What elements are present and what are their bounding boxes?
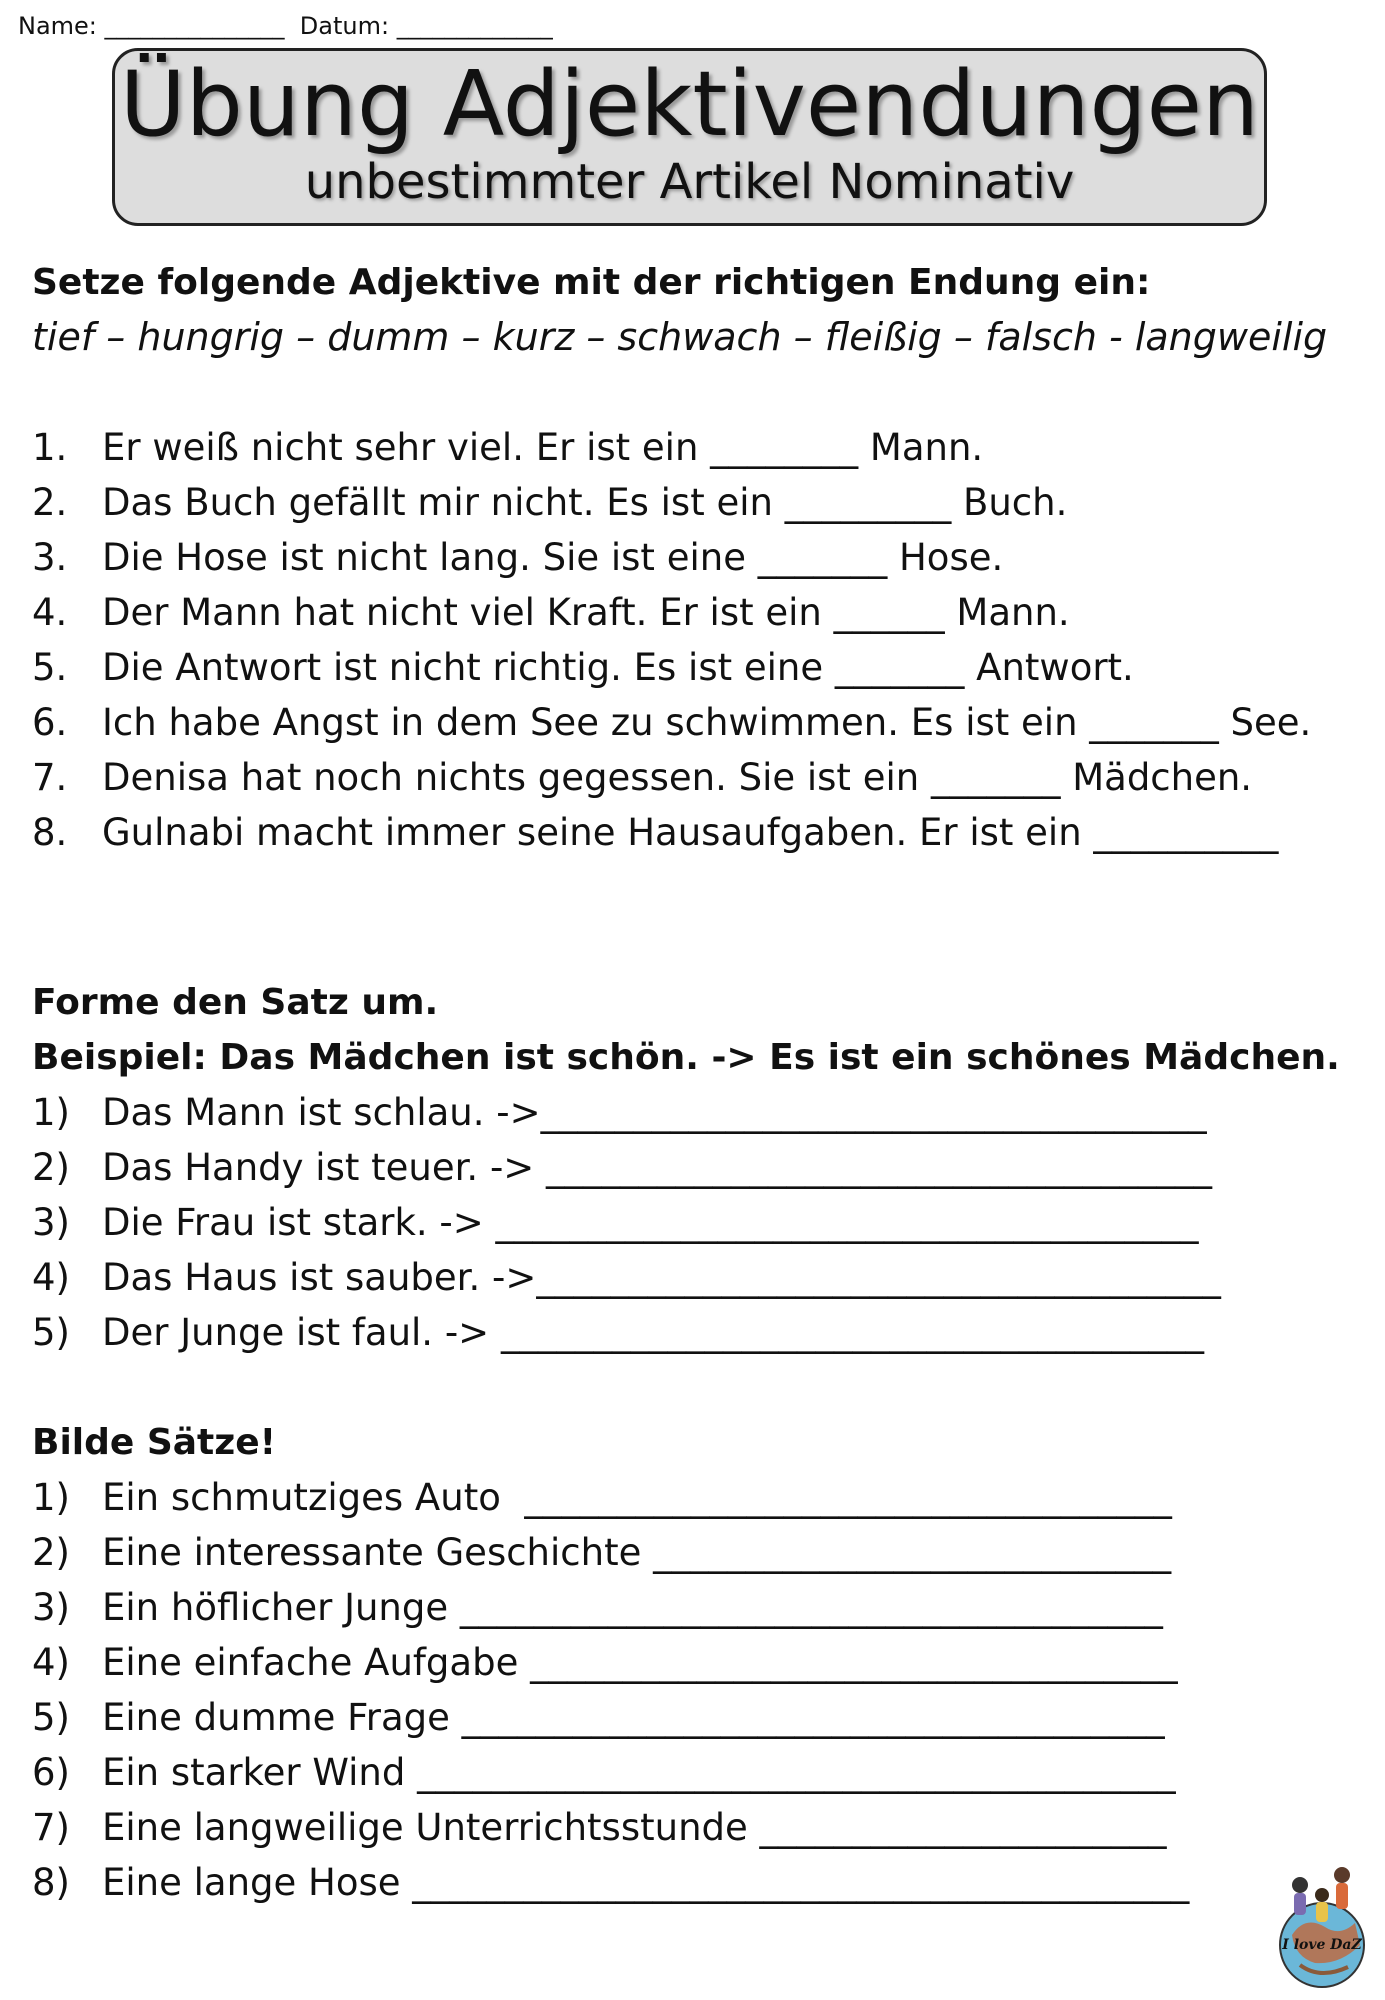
list-item[interactable]: 4. Der Mann hat nicht viel Kraft. Er ist ein ______ Mann.: [32, 591, 1070, 634]
page-subtitle: unbestimmter Artikel Nominativ: [304, 154, 1075, 210]
list-item[interactable]: 7) Eine langweilige Unterrichtsstunde ______________________: [32, 1806, 1167, 1849]
exercise-1-instruction: Setze folgende Adjektive mit der richtigen Endung ein:: [32, 262, 1151, 303]
list-item[interactable]: 5) Eine dumme Frage ______________________________________: [32, 1696, 1165, 1739]
title-box: [112, 48, 1267, 226]
name-field[interactable]: Name: _______________: [18, 12, 285, 40]
date-field[interactable]: Datum: _____________: [299, 12, 553, 40]
exercise-3-list: [32, 1470, 1189, 1910]
exercise-3: [32, 1415, 1189, 1910]
exercise-1-word-list: tief – hungrig – dumm – kurz – schwach – fleißig – falsch - langweilig: [32, 315, 1328, 359]
exercise-1-list: [32, 420, 1327, 860]
list-item[interactable]: 4) Eine einfache Aufgabe ___________________________________: [32, 1641, 1178, 1684]
list-item[interactable]: 2. Das Buch gefällt mir nicht. Es ist ein _________ Buch.: [32, 481, 1068, 524]
exercise-1: [32, 255, 1327, 860]
list-item[interactable]: 4) Das Haus ist sauber. ->_____________________________________: [32, 1256, 1221, 1299]
list-item[interactable]: 6) Ein starker Wind _________________________________________: [32, 1751, 1176, 1794]
list-item[interactable]: 8. Gulnabi macht immer seine Hausaufgaben. Er ist ein __________: [32, 811, 1279, 854]
list-item[interactable]: 1) Das Mann ist schlau. ->____________________________________: [32, 1091, 1207, 1134]
exercise-2: [32, 975, 1340, 1360]
list-item[interactable]: 8) Eine lange Hose __________________________________________: [32, 1861, 1190, 1904]
exercise-3-instruction: Bilde Sätze!: [32, 1422, 277, 1463]
globe-children-icon: [1270, 1845, 1375, 1995]
list-item[interactable]: 3) Die Frau ist stark. -> ______________________________________: [32, 1201, 1199, 1244]
list-item[interactable]: 5) Der Junge ist faul. -> ______________________________________: [32, 1311, 1204, 1354]
list-item[interactable]: 7. Denisa hat noch nichts gegessen. Sie ist ein _______ Mädchen.: [32, 756, 1253, 799]
list-item[interactable]: 3. Die Hose ist nicht lang. Sie ist eine _______ Hose.: [32, 536, 1004, 579]
list-item[interactable]: 5. Die Antwort ist nicht richtig. Es ist eine _______ Antwort.: [32, 646, 1134, 689]
list-item[interactable]: 6. Ich habe Angst in dem See zu schwimmen. Es ist ein _______ See.: [32, 701, 1312, 744]
list-item[interactable]: 3) Ein höflicher Junge ______________________________________: [32, 1586, 1163, 1629]
list-item[interactable]: 1) Ein schmutziges Auto ___________________________________: [32, 1476, 1172, 1519]
list-item[interactable]: 2) Eine interessante Geschichte ____________________________: [32, 1531, 1172, 1574]
exercise-2-example: Beispiel: Das Mädchen ist schön. -> Es ist ein schönes Mädchen.: [32, 1037, 1340, 1078]
exercise-2-list: [32, 1085, 1340, 1360]
page-title: Übung Adjektivendungen: [119, 52, 1260, 157]
header-fields: [18, 12, 553, 40]
list-item[interactable]: 1. Er weiß nicht sehr viel. Er ist ein ________ Mann.: [32, 426, 984, 469]
list-item[interactable]: 2) Das Handy ist teuer. -> ____________________________________: [32, 1146, 1213, 1189]
logo-text: I love DaZ: [1282, 1937, 1362, 1953]
exercise-2-instruction: Forme den Satz um.: [32, 982, 439, 1023]
